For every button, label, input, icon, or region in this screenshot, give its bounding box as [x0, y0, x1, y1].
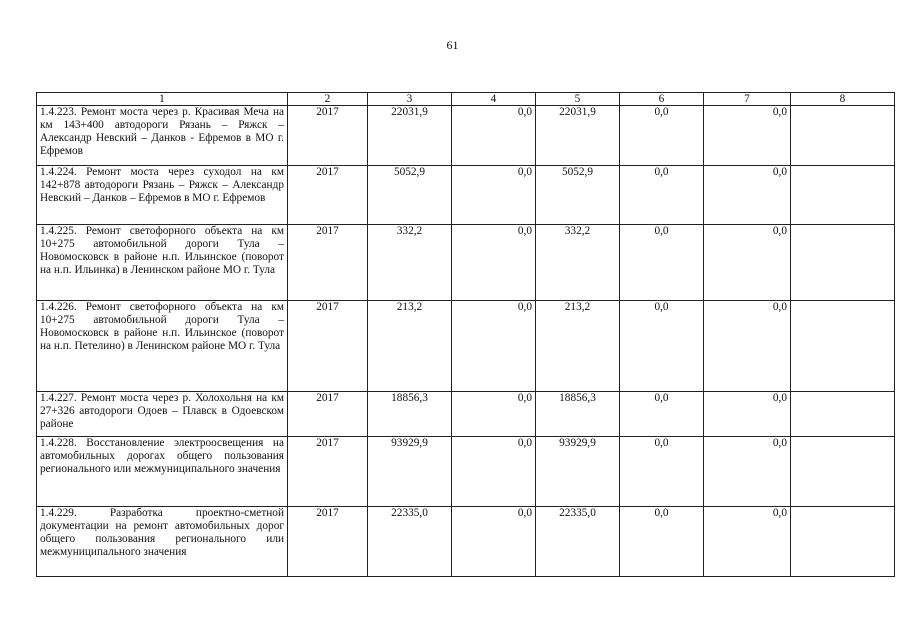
- table-row: [37, 225, 895, 301]
- amount-col4-cell: 0,0: [452, 166, 536, 225]
- empty-cell: [791, 106, 895, 166]
- amount-col5-cell: 5052,9: [536, 166, 620, 225]
- item-description: 1.4.224. Ремонт моста через суходол на км 142+878 автодороги Рязань – Ряжск – Александр Невский – Данков – Ефремов в МО г. Ефремов: [37, 166, 288, 225]
- item-description: 1.4.228. Восстановление электроосвещения на автомобильных дорогах общего пользования регионального или межмуниципального значения: [37, 437, 288, 507]
- amount-total-cell: 18856,3: [368, 392, 452, 437]
- amount-col5-cell: 213,2: [536, 301, 620, 392]
- amount-total-cell: 213,2: [368, 301, 452, 392]
- empty-cell: [791, 507, 895, 577]
- amount-col6-cell: 0,0: [620, 166, 704, 225]
- amount-col6-cell: 0,0: [620, 437, 704, 507]
- amount-col5-cell: 22031,9: [536, 106, 620, 166]
- table-row: [37, 392, 895, 437]
- header-cell: 2: [288, 93, 368, 106]
- amount-col4-cell: 0,0: [452, 225, 536, 301]
- amount-total-cell: 22031,9: [368, 106, 452, 166]
- page-number: 61: [446, 38, 459, 52]
- amount-col4-cell: 0,0: [452, 301, 536, 392]
- budget-table: [36, 92, 895, 577]
- table-row: [37, 166, 895, 225]
- amount-col5-cell: 93929,9: [536, 437, 620, 507]
- amount-col4-cell: 0,0: [452, 392, 536, 437]
- header-cell: 6: [620, 93, 704, 106]
- empty-cell: [791, 392, 895, 437]
- table-row: [37, 507, 895, 577]
- amount-col4-cell: 0,0: [452, 507, 536, 577]
- header-cell: 1: [37, 93, 288, 106]
- amount-col5-cell: 22335,0: [536, 507, 620, 577]
- header-cell: 4: [452, 93, 536, 106]
- header-cell: 3: [368, 93, 452, 106]
- year-cell: 2017: [288, 437, 368, 507]
- item-description: 1.4.225. Ремонт светофорного объекта на км 10+275 автомобильной дороги Тула – Новомосковск в районе н.п. Ильинское (поворот на н.п. Ильинка) в Ленинском районе МО г. Тула: [37, 225, 288, 301]
- header-cell: 5: [536, 93, 620, 106]
- item-description: 1.4.226. Ремонт светофорного объекта на км 10+275 автомобильной дороги Тула – Новомосковск в районе н.п. Ильинское (поворот на н.п. Петелино) в Ленинском районе МО г. Тула: [37, 301, 288, 392]
- empty-cell: [791, 225, 895, 301]
- amount-total-cell: 332,2: [368, 225, 452, 301]
- table-row: [37, 301, 895, 392]
- amount-col4-cell: 0,0: [452, 106, 536, 166]
- item-description: 1.4.229. Разработка проектно-сметной документации на ремонт автомобильных дорог общего пользования регионального или межмуниципального значения: [37, 507, 288, 577]
- empty-cell: [791, 437, 895, 507]
- amount-col7-cell: 0,0: [704, 106, 791, 166]
- amount-total-cell: 93929,9: [368, 437, 452, 507]
- amount-col6-cell: 0,0: [620, 106, 704, 166]
- empty-cell: [791, 166, 895, 225]
- header-cell: 7: [704, 93, 791, 106]
- table-row: [37, 437, 895, 507]
- empty-cell: [791, 301, 895, 392]
- amount-col7-cell: 0,0: [704, 392, 791, 437]
- amount-col7-cell: 0,0: [704, 225, 791, 301]
- amount-col6-cell: 0,0: [620, 225, 704, 301]
- amount-col5-cell: 332,2: [536, 225, 620, 301]
- year-cell: 2017: [288, 106, 368, 166]
- item-description: 1.4.227. Ремонт моста через р. Холохольня на км 27+326 автодороги Одоев – Плавск в Одоевском районе: [37, 392, 288, 437]
- header-cell: 8: [791, 93, 895, 106]
- amount-col7-cell: 0,0: [704, 507, 791, 577]
- table-header-row: [37, 93, 895, 106]
- amount-col7-cell: 0,0: [704, 166, 791, 225]
- year-cell: 2017: [288, 392, 368, 437]
- year-cell: 2017: [288, 225, 368, 301]
- amount-col4-cell: 0,0: [452, 437, 536, 507]
- amount-col6-cell: 0,0: [620, 392, 704, 437]
- table-row: [37, 106, 895, 166]
- year-cell: 2017: [288, 301, 368, 392]
- item-description: 1.4.223. Ремонт моста через р. Красивая Меча на км 143+400 автодороги Рязань – Ряжск – Александр Невский – Данков - Ефремов в МО г. Ефремов: [37, 106, 288, 166]
- amount-total-cell: 22335,0: [368, 507, 452, 577]
- amount-col7-cell: 0,0: [704, 437, 791, 507]
- amount-col5-cell: 18856,3: [536, 392, 620, 437]
- amount-col6-cell: 0,0: [620, 507, 704, 577]
- year-cell: 2017: [288, 166, 368, 225]
- amount-col6-cell: 0,0: [620, 301, 704, 392]
- amount-total-cell: 5052,9: [368, 166, 452, 225]
- amount-col7-cell: 0,0: [704, 301, 791, 392]
- year-cell: 2017: [288, 507, 368, 577]
